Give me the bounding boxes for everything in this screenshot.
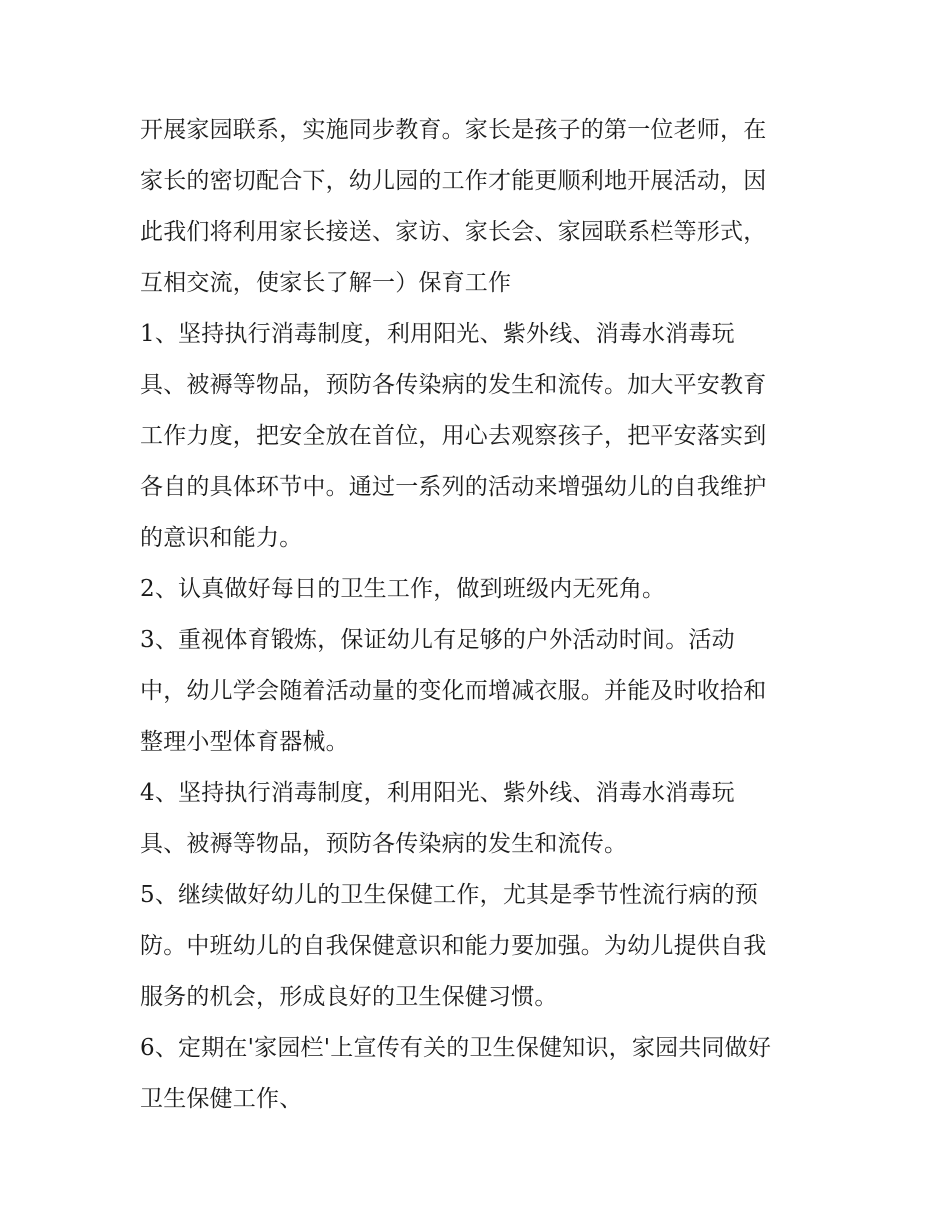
paragraph-item-2 [140,564,820,615]
text-line: 的意识和能力。 [140,525,303,551]
text-line: 卫生保健工作、 [140,1086,303,1112]
text-line: 5、继续做好幼儿的卫生保健工作，尤其是季节性流行病的预 [140,882,759,908]
paragraph-item-6 [140,1023,820,1125]
text-line: 防。中班幼儿的自我保健意识和能力要加强。为幼儿提供自我 [140,933,767,959]
text-line: 中，幼儿学会随着活动量的变化而增减衣服。并能及时收拾和 [140,678,767,704]
text-line: 1、坚持执行消毒制度，利用阳光、紫外线、消毒水消毒玩 [140,321,735,347]
paragraph-item-3 [140,615,820,768]
text-line: 工作力度，把安全放在首位，用心去观察孩子，把平安落实到 [140,423,767,449]
text-line: 整理小型体育器械。 [140,729,349,755]
text-line: 4、坚持执行消毒制度，利用阳光、紫外线、消毒水消毒玩 [140,780,735,806]
paragraph-item-4 [140,768,820,870]
text-line: 互相交流，使家长了解一）保育工作 [140,270,512,296]
text-line: 此我们将利用家长接送、家访、家长会、家园联系栏等形式， [140,219,767,245]
paragraph-item-1 [140,309,820,564]
text-line: 服务的机会，形成良好的卫生保健习惯。 [140,984,558,1010]
text-line: 6、定期在'家园栏'上宣传有关的卫生保健知识，家园共同做好 [140,1035,772,1061]
paragraph-home-school-contact [140,105,820,309]
text-line: 3、重视体育锻炼，保证幼儿有足够的户外活动时间。活动 [140,627,735,653]
text-line: 开展家园联系，实施同步教育。家长是孩子的第一位老师，在 [140,117,767,143]
paragraph-item-5 [140,870,820,1023]
text-line: 具、被褥等物品，预防各传染病的发生和流传。 [140,831,628,857]
document-body [140,105,820,1125]
text-line: 各自的具体环节中。通过一系列的活动来增强幼儿的自我维护 [140,474,767,500]
text-line: 2、认真做好每日的卫生工作，做到班级内无死角。 [140,576,666,602]
text-line: 家长的密切配合下，幼儿园的工作才能更顺利地开展活动，因 [140,168,767,194]
text-line: 具、被褥等物品，预防各传染病的发生和流传。加大平安教育 [140,372,767,398]
